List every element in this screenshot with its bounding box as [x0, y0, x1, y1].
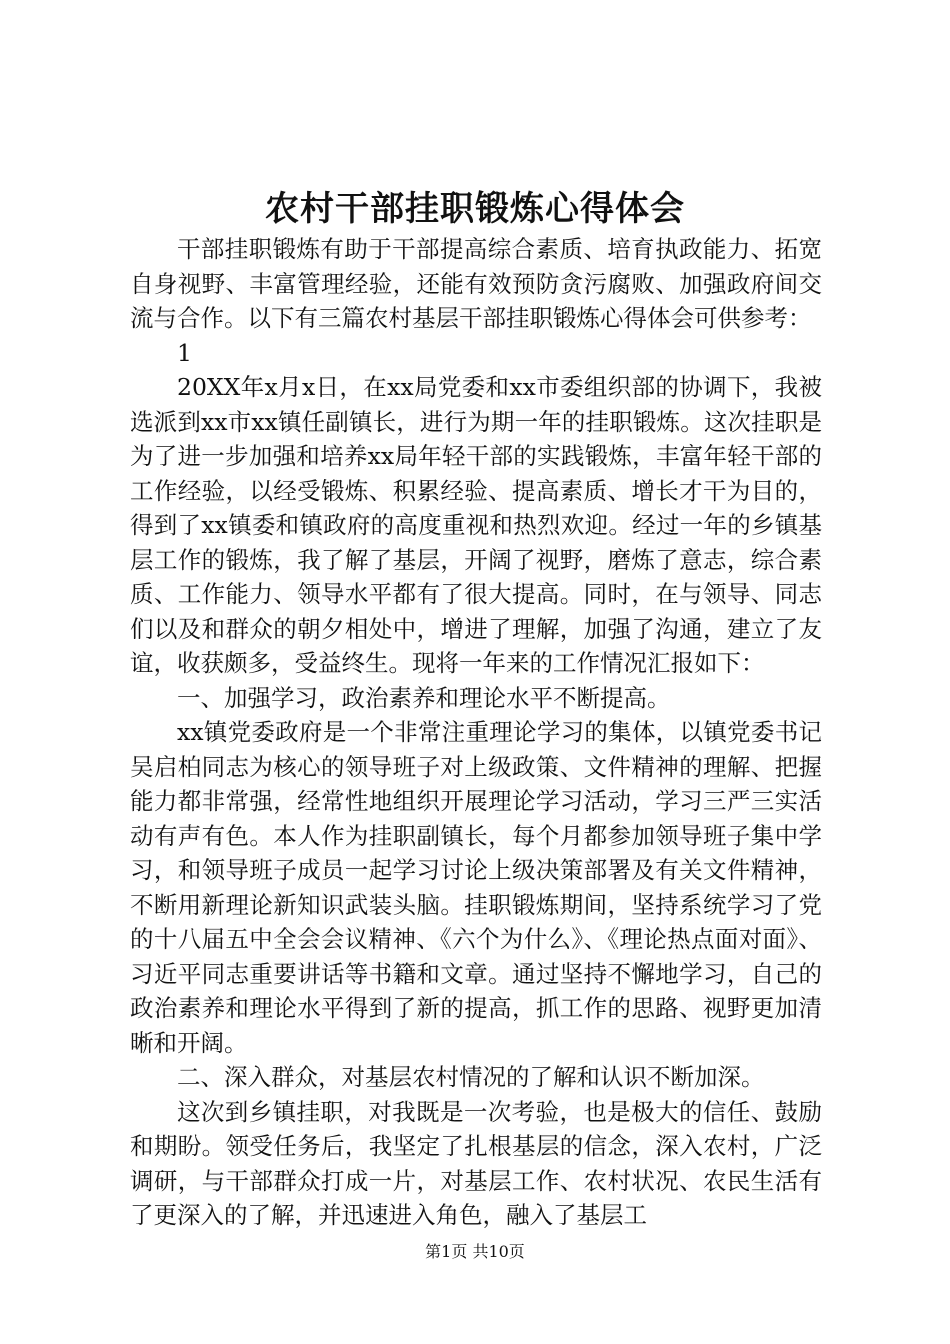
- body-paragraph: 这次到乡镇挂职，对我既是一次考验，也是极大的信任、鼓励和期盼。领受任务后，我坚定了扎根基层的信念，深入农村，广泛调研，与干部群众打成一片，对基层工作、农村状况、农民生活有了更深入的了解，并迅速进入角色，融入了基层工: [130, 1097, 822, 1229]
- document-body: [130, 232, 822, 1233]
- intro-paragraph: 干部挂职锻炼有助于干部提高综合素质、培育执政能力、拓宽自身视野、丰富管理经验，还能有效预防贪污腐败、加强政府间交流与合作。以下有三篇农村基层干部挂职锻炼心得体会可供参考：: [130, 235, 822, 332]
- body-paragraph: 20XX年x月x日，在xx局党委和xx市委组织部的协调下，我被选派到xx市xx镇任副镇长，进行为期一年的挂职锻炼。这次挂职是为了进一步加强和培养xx局年轻干部的实践锻炼，丰富年轻干部的工作经验，以经受锻炼、积累经验、提高素质、增长才干为目的，得到了xx镇委和镇政府的高度重视和热烈欢迎。经过一年的乡镇基层工作的锻炼，我了解了基层，开阔了视野，磨炼了意志，综合素质、工作能力、领导水平都有了很大提高。同时，在与领导、同志们以及和群众的朝夕相处中，增进了理解，加强了沟通，建立了友谊，收获颇多，受益终生。现将一年来的工作情况汇报如下：: [130, 373, 822, 677]
- document-title: 农村干部挂职锻炼心得体会: [265, 189, 685, 229]
- body-paragraph: xx镇党委政府是一个非常注重理论学习的集体，以镇党委书记吴启柏同志为核心的领导班子对上级政策、文件精神的理解、把握能力都非常强，经常性地组织开展理论学习活动，学习三严三实活动有声有色。本人作为挂职副镇长，每个月都参加领导班子集中学习，和领导班子成员一起学习讨论上级决策部署及有关文件精神，不断用新理论新知识武装头脑。挂职锻炼期间，坚持系统学习了党的十八届五中全会会议精神、《六个为什么》、《理论热点面对面》、习近平同志重要讲话等书籍和文章。通过坚持不懈地学习，自己的政治素养和理论水平得到了新的提高，抓工作的思路、视野更加清晰和开阔。: [130, 718, 822, 1057]
- section-heading: 二、深入群众，对基层农村情况的了解和认识不断加深。: [177, 1063, 765, 1091]
- page-footer: 第1页 共10页: [425, 1242, 525, 1261]
- section-heading: 一、加强学习，政治素养和理论水平不断提高。: [177, 683, 671, 712]
- section-number: 1: [177, 338, 192, 367]
